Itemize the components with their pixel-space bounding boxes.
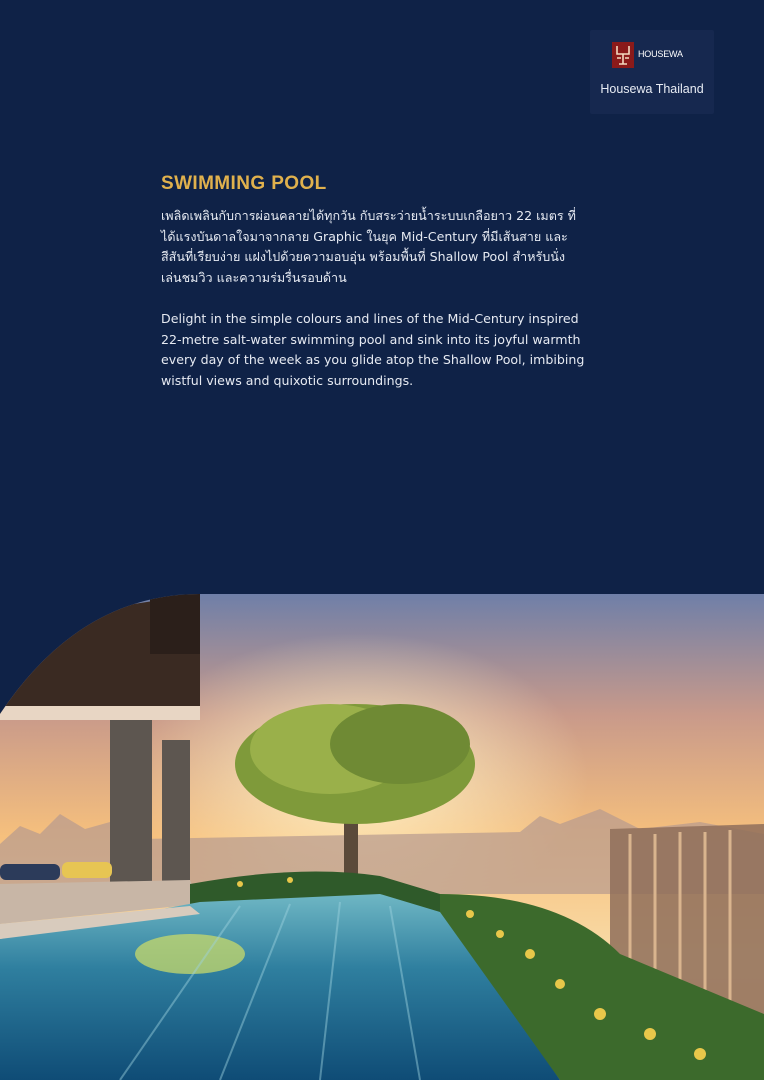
pool-photo	[0, 594, 764, 1080]
english-description: Delight in the simple colours and lines of the Mid-Century inspired 22-metre salt-water swimming pool and sink into its joyful warmth every day of the week as you glide atop the Shallow Pool, imbibing wistful views and quixotic surroundings.	[161, 311, 585, 388]
thai-description: เพลิดเพลินกับการผ่อนคลายได้ทุกวัน กับสระว่ายน้ำระบบเกลือยาว 22 เมตร ที่ได้แรงบันดาลใจมาจากลาย Graphic ในยุค Mid-Century ที่มีเส้นสาย และสีสันที่เรียบง่าย แฝงไปด้วยความอบอุ่น พร้อมพื้นที่ Shallow Pool สำหรับนั่งเล่นชมวิว และความร่มรื่นรอบด้าน	[161, 208, 576, 285]
brand-badge	[590, 30, 714, 114]
housewa-logo-icon	[612, 42, 634, 68]
brand-caption: Housewa Thailand	[600, 82, 704, 96]
section-title: SWIMMING POOL	[161, 173, 327, 194]
brand-wordmark: HOUSEWA	[638, 49, 683, 59]
